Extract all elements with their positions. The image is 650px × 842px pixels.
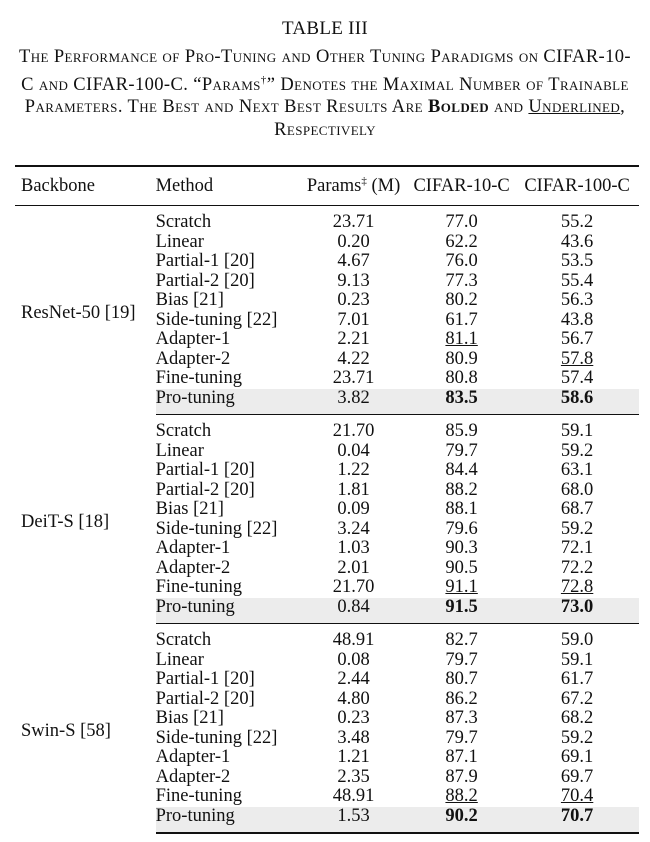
cifar100-cell — [515, 748, 639, 768]
params-cell-value: 4.67 — [337, 251, 370, 271]
cifar10-cell — [408, 311, 515, 331]
backbone-cell: DeiT-S [18] — [21, 511, 110, 532]
cifar10-cell — [408, 768, 515, 788]
cifar10-cell — [408, 520, 515, 540]
cifar10-cell — [408, 500, 515, 520]
params-cell — [299, 442, 408, 462]
params-cell — [299, 559, 408, 579]
cifar100-cell — [515, 252, 639, 272]
cifar10-cell — [408, 369, 515, 389]
cifar100-cell — [515, 350, 639, 370]
params-cell-value: 2.35 — [337, 766, 370, 787]
params-cell — [299, 291, 408, 311]
cifar100-cell — [515, 330, 639, 350]
params-cell-value: 9.13 — [337, 270, 370, 291]
cifar10-cell — [408, 807, 515, 834]
params-cell-value: 0.23 — [337, 708, 370, 728]
method-cell-value: Adapter-1 — [155, 538, 231, 558]
cifar10-cell — [408, 461, 515, 481]
cifar100-cell-value: 70.7 — [560, 805, 594, 826]
params-cell — [299, 670, 408, 690]
params-cell — [299, 520, 408, 540]
params-cell-value: 7.01 — [337, 309, 370, 330]
cifar100-cell-value: 59.2 — [560, 518, 594, 539]
cifar100-cell-value: 68.0 — [560, 479, 594, 500]
method-cell — [156, 206, 299, 233]
cifar100-cell-value: 57.8 — [560, 348, 594, 369]
cifar10-cell-value: 77.0 — [445, 212, 478, 232]
cifar100-cell — [515, 578, 639, 598]
params-cell — [299, 729, 408, 749]
method-cell — [156, 598, 299, 624]
cifar10-cell — [408, 350, 515, 370]
cifar100-cell — [515, 311, 639, 331]
cifar10-cell-value: 79.7 — [445, 727, 478, 748]
method-cell-value: Pro-tuning — [155, 387, 235, 408]
cifar10-cell — [408, 624, 515, 651]
caption-underlined-word: Underlined — [528, 97, 621, 118]
cifar100-cell — [515, 539, 639, 559]
cifar10-cell-value: 81.1 — [445, 329, 478, 349]
results-table — [15, 165, 639, 834]
params-cell — [299, 461, 408, 481]
cifar100-cell-value: 61.7 — [560, 669, 594, 689]
cifar10-cell-value: 85.9 — [445, 421, 478, 441]
caption-part-3: and — [489, 97, 529, 118]
params-cell — [299, 233, 408, 253]
cifar100-cell — [515, 787, 639, 807]
method-cell — [156, 651, 299, 671]
method-cell — [156, 670, 299, 690]
cifar10-cell-value: 80.2 — [445, 290, 478, 310]
params-cell — [299, 748, 408, 768]
method-cell — [156, 539, 299, 559]
method-cell — [156, 500, 299, 520]
method-cell — [156, 272, 299, 292]
caption-part-4: , Respectively — [274, 97, 626, 140]
cifar10-cell-value: 91.5 — [445, 596, 478, 617]
params-cell-value: 3.48 — [337, 727, 370, 748]
cifar10-cell — [408, 233, 515, 253]
cifar100-cell — [515, 461, 639, 481]
method-cell — [156, 252, 299, 272]
cifar10-cell — [408, 690, 515, 710]
table-row — [15, 624, 639, 651]
cifar100-cell-value: 68.2 — [560, 708, 594, 728]
cifar10-cell-value: 79.7 — [445, 649, 478, 670]
cifar10-cell-value: 79.7 — [445, 440, 478, 461]
cifar100-cell-value: 56.3 — [560, 290, 594, 310]
method-cell-value: Scratch — [155, 421, 212, 441]
method-cell — [156, 748, 299, 768]
params-cell — [299, 539, 408, 559]
method-cell-value: Side-tuning [22] — [155, 309, 278, 330]
method-cell-value: Fine-tuning — [155, 577, 242, 597]
table-caption — [14, 46, 636, 141]
method-cell — [156, 578, 299, 598]
cifar100-cell — [515, 481, 639, 501]
params-cell-value: 0.09 — [337, 499, 370, 519]
header-params-prefix: Params — [306, 176, 362, 197]
header-params-suffix: (M) — [366, 176, 401, 197]
cifar100-cell — [515, 415, 639, 442]
cifar100-cell — [515, 272, 639, 292]
params-cell-value: 4.22 — [337, 348, 370, 369]
table-body — [15, 206, 639, 834]
cifar10-cell — [408, 481, 515, 501]
params-cell — [299, 651, 408, 671]
cifar100-cell-value: 59.2 — [560, 440, 594, 461]
cifar100-cell-value: 72.8 — [560, 577, 594, 597]
cifar10-cell — [408, 330, 515, 350]
params-cell — [299, 768, 408, 788]
method-cell — [156, 291, 299, 311]
cifar10-cell-value: 87.9 — [445, 766, 478, 787]
cifar10-cell-value: 88.1 — [445, 499, 478, 519]
cifar10-cell — [408, 709, 515, 729]
cifar100-cell-value: 56.7 — [560, 329, 594, 349]
cifar100-cell-value: 43.8 — [560, 309, 594, 330]
method-cell-value: Partial-1 [20] — [155, 460, 255, 480]
header-row — [15, 166, 639, 206]
cifar10-cell — [408, 651, 515, 671]
method-cell — [156, 690, 299, 710]
method-cell — [156, 461, 299, 481]
cifar10-cell-value: 90.5 — [445, 557, 478, 578]
cifar100-cell — [515, 369, 639, 389]
method-cell-value: Partial-2 [20] — [155, 479, 255, 500]
cifar10-cell-value: 77.3 — [445, 270, 478, 291]
params-cell-value: 2.01 — [337, 557, 370, 578]
cifar100-cell-value: 63.1 — [560, 460, 594, 480]
table-row — [15, 415, 639, 442]
cifar100-cell-value: 59.0 — [560, 630, 594, 650]
cifar100-cell-value: 55.2 — [560, 212, 594, 232]
cifar100-cell — [515, 624, 639, 651]
method-cell — [156, 807, 299, 834]
params-cell-value: 48.91 — [332, 786, 375, 806]
cifar10-cell-value: 86.2 — [445, 688, 478, 709]
cifar10-cell — [408, 415, 515, 442]
params-cell-value: 1.21 — [337, 747, 370, 767]
params-cell — [299, 415, 408, 442]
method-cell-value: Bias [21] — [155, 290, 224, 310]
cifar100-cell-value: 69.7 — [560, 766, 594, 787]
method-cell — [156, 233, 299, 253]
method-cell — [156, 369, 299, 389]
params-cell-value: 21.70 — [332, 577, 375, 597]
params-cell-value: 4.80 — [337, 688, 370, 709]
cifar100-cell — [515, 206, 639, 233]
params-cell — [299, 206, 408, 233]
method-cell-value: Bias [21] — [155, 708, 224, 728]
params-cell — [299, 807, 408, 834]
caption-bolded-word: Bolded — [428, 97, 489, 118]
params-cell-value: 2.44 — [337, 669, 370, 689]
params-cell-value: 0.20 — [337, 231, 370, 252]
params-cell-value: 3.82 — [337, 387, 370, 408]
method-cell-value: Adapter-1 — [155, 329, 231, 349]
cifar100-cell — [515, 291, 639, 311]
params-cell — [299, 389, 408, 415]
method-cell — [156, 311, 299, 331]
params-cell — [299, 311, 408, 331]
method-cell — [156, 520, 299, 540]
cifar100-cell-value: 59.2 — [560, 727, 594, 748]
cifar100-cell-value: 72.1 — [560, 538, 594, 558]
cifar10-cell-value: 80.7 — [445, 669, 478, 689]
cifar10-cell-value: 62.2 — [445, 231, 478, 252]
cifar10-cell-value: 88.2 — [445, 479, 478, 500]
params-cell — [299, 500, 408, 520]
cifar100-cell — [515, 768, 639, 788]
method-cell-value: Side-tuning [22] — [155, 518, 278, 539]
cifar100-cell-value: 43.6 — [560, 231, 594, 252]
cifar10-cell-value: 84.4 — [445, 460, 478, 480]
cifar100-cell-value: 73.0 — [560, 596, 594, 617]
cifar10-cell — [408, 442, 515, 462]
method-cell — [156, 768, 299, 788]
caption-part-1: The Performance of Pro-Tuning and Other Tuning Paradigms on CIFAR-10-C and CIFAR-100-C. “Params — [19, 47, 631, 95]
method-cell — [156, 624, 299, 651]
cifar100-cell-value: 59.1 — [560, 421, 594, 441]
params-cell-value: 0.84 — [337, 596, 370, 617]
method-cell-value: Partial-2 [20] — [155, 688, 255, 709]
cifar10-cell-value: 83.5 — [445, 387, 478, 408]
cifar10-cell-value: 80.9 — [445, 348, 478, 369]
cifar10-cell-value: 76.0 — [445, 251, 478, 271]
cifar100-cell-value: 69.1 — [560, 747, 594, 767]
params-cell-value: 3.24 — [337, 518, 370, 539]
cifar10-cell — [408, 787, 515, 807]
cifar100-cell-value: 58.6 — [560, 387, 594, 408]
header-method: Method — [156, 166, 299, 206]
method-cell — [156, 559, 299, 579]
cifar10-cell — [408, 578, 515, 598]
method-cell — [156, 389, 299, 415]
params-cell-value: 0.08 — [337, 649, 370, 670]
params-cell — [299, 350, 408, 370]
cifar100-cell — [515, 670, 639, 690]
header-cifar10: CIFAR-10-C — [408, 166, 515, 206]
cifar10-cell — [408, 559, 515, 579]
params-cell — [299, 624, 408, 651]
method-cell-value: Bias [21] — [155, 499, 224, 519]
cifar10-cell — [408, 729, 515, 749]
cifar10-cell-value: 82.7 — [445, 630, 478, 650]
params-cell — [299, 369, 408, 389]
cifar100-cell-value: 55.4 — [560, 270, 594, 291]
cifar100-cell-value: 68.7 — [560, 499, 594, 519]
method-cell-value: Side-tuning [22] — [155, 727, 278, 748]
table-row — [15, 206, 639, 233]
method-cell — [156, 330, 299, 350]
method-cell-value: Fine-tuning — [155, 786, 242, 806]
method-cell-value: Linear — [155, 649, 204, 670]
cifar100-cell — [515, 442, 639, 462]
method-cell-value: Scratch — [155, 212, 212, 232]
header-params — [299, 166, 408, 206]
params-cell-value: 48.91 — [332, 630, 375, 650]
method-cell-value: Adapter-1 — [155, 747, 231, 767]
cifar100-cell — [515, 520, 639, 540]
cifar10-cell-value: 87.3 — [445, 708, 478, 728]
method-cell — [156, 481, 299, 501]
params-cell — [299, 578, 408, 598]
cifar10-cell — [408, 272, 515, 292]
method-cell — [156, 729, 299, 749]
params-cell — [299, 330, 408, 350]
cifar100-cell — [515, 807, 639, 834]
cifar10-cell-value: 79.6 — [445, 518, 478, 539]
params-cell-value: 1.22 — [337, 460, 370, 480]
backbone-cell: Swin-S [58] — [21, 721, 111, 741]
cifar10-cell — [408, 291, 515, 311]
method-cell-value: Adapter-2 — [155, 766, 231, 787]
method-cell — [156, 709, 299, 729]
method-cell-value: Partial-2 [20] — [155, 270, 255, 291]
params-cell-value: 23.71 — [332, 212, 375, 232]
cifar100-cell — [515, 651, 639, 671]
params-cell-value: 21.70 — [332, 421, 375, 441]
method-cell — [156, 350, 299, 370]
method-cell — [156, 415, 299, 442]
method-cell-value: Adapter-2 — [155, 348, 231, 369]
cifar10-cell — [408, 748, 515, 768]
caption-dagger: † — [260, 73, 267, 86]
method-cell-value: Pro-tuning — [155, 805, 235, 826]
params-cell-value: 1.53 — [337, 805, 370, 826]
method-cell — [156, 787, 299, 807]
method-cell-value: Partial-1 [20] — [155, 669, 255, 689]
method-cell-value: Pro-tuning — [155, 596, 235, 617]
header-params-symbol: ‡ — [361, 174, 367, 187]
cifar10-cell — [408, 539, 515, 559]
cifar100-cell — [515, 500, 639, 520]
method-cell-value: Linear — [155, 440, 204, 461]
cifar10-cell-value: 88.2 — [445, 786, 478, 806]
cifar100-cell — [515, 389, 639, 415]
params-cell-value: 0.23 — [337, 290, 370, 310]
cifar100-cell — [515, 709, 639, 729]
method-cell-value: Partial-1 [20] — [155, 251, 255, 271]
method-cell-value: Adapter-2 — [155, 557, 231, 578]
backbone-cell: ResNet-50 [19] — [21, 303, 136, 323]
header-cifar100: CIFAR-100-C — [515, 166, 639, 206]
params-cell-value: 1.81 — [337, 479, 370, 500]
cifar100-cell — [515, 233, 639, 253]
cifar10-cell-value: 90.2 — [445, 805, 478, 826]
table-label: TABLE III — [281, 18, 369, 39]
cifar100-cell-value: 53.5 — [560, 251, 594, 271]
params-cell-value: 23.71 — [332, 368, 375, 388]
params-cell — [299, 690, 408, 710]
params-cell — [299, 709, 408, 729]
params-cell — [299, 598, 408, 624]
cifar100-cell — [515, 598, 639, 624]
cifar10-cell — [408, 252, 515, 272]
cifar10-cell-value: 80.8 — [445, 368, 478, 388]
params-cell — [299, 481, 408, 501]
cifar10-cell — [408, 206, 515, 233]
method-cell — [156, 442, 299, 462]
cifar100-cell — [515, 729, 639, 749]
cifar10-cell — [408, 670, 515, 690]
method-cell-value: Fine-tuning — [155, 368, 242, 388]
cifar10-cell-value: 87.1 — [445, 747, 478, 767]
params-cell-value: 0.04 — [337, 440, 370, 461]
cifar100-cell-value: 67.2 — [560, 688, 594, 709]
params-cell-value: 2.21 — [337, 329, 370, 349]
cifar100-cell-value: 72.2 — [560, 557, 594, 578]
cifar100-cell-value: 59.1 — [560, 649, 594, 670]
cifar10-cell — [408, 389, 515, 415]
params-cell-value: 1.03 — [337, 538, 370, 558]
method-cell-value: Linear — [155, 231, 204, 252]
params-cell — [299, 252, 408, 272]
params-cell — [299, 787, 408, 807]
cifar100-cell-value: 57.4 — [560, 368, 594, 388]
cifar10-cell-value: 61.7 — [445, 309, 478, 330]
caption-part-2: ” Denotes the Maximal Number of Trainable Parameters. The Best and Next Best Results Are — [24, 74, 629, 118]
cifar100-cell — [515, 559, 639, 579]
cifar10-cell — [408, 598, 515, 624]
cifar100-cell — [515, 690, 639, 710]
cifar10-cell-value: 91.1 — [445, 577, 478, 597]
header-backbone: Backbone — [15, 166, 156, 206]
cifar100-cell-value: 70.4 — [560, 786, 594, 806]
method-cell-value: Scratch — [155, 630, 212, 650]
params-cell — [299, 272, 408, 292]
cifar10-cell-value: 90.3 — [445, 538, 478, 558]
